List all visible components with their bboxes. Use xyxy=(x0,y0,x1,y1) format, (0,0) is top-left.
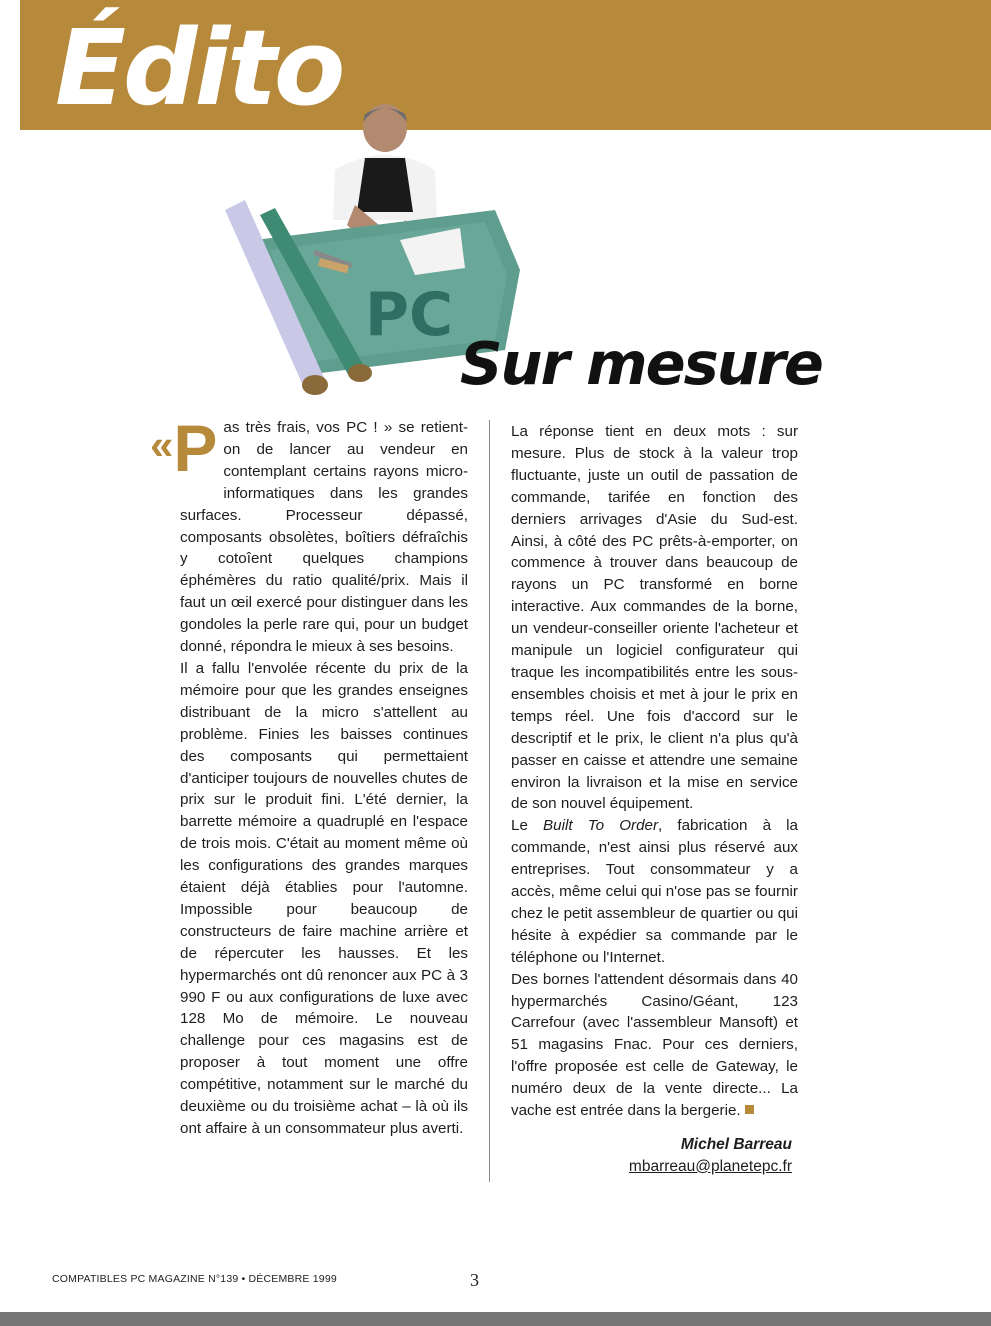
section-title: Édito xyxy=(55,7,343,129)
tailor-head xyxy=(363,104,407,152)
paragraph-text: , fabrication à la commande, n'est ainsi plus réservé aux entreprises. Tout consommateur y a accès, même celui qui n'ose pas se fournir chez le petit assembleur de quartier ou qui hésite à expédier sa commande par le téléphone ou l'Internet. xyxy=(511,817,799,966)
scan-bottom-edge xyxy=(0,1312,991,1326)
emphasized-term: Built To Order xyxy=(543,817,659,835)
dropcap-block xyxy=(150,411,218,485)
end-of-article-square-icon xyxy=(745,1105,754,1114)
article-headline: Sur mesure xyxy=(460,329,822,398)
article-paragraph: La réponse tient en deux mots : sur mesure. Plus de stock à la valeur trop fluctuante, juste un outil de passation de commande, tarifée en fonction des derniers arrivages d'Asie du Sud-est. Ainsi, à côté des PC prêts-à-emporter, on commence à trouver dans beaucoup de rayons un PC transformé en borne interactive. Aux commandes de la borne, un vendeur-conseiller oriente l'acheteur et manipule un logiciel configurateur qui traque les incompatibilités entre les sous-ensembles choisis et met à jour le prix en temps réel. Une fois d'accord sur le descriptif et le prix, le client n'a plus qu'à passer en caisse et attendre une semaine environ la livraison et la mise en service de son nouvel équipement. xyxy=(511,423,798,813)
article-paragraph xyxy=(511,969,798,1122)
article-paragraph xyxy=(150,411,468,658)
footer-magazine-info: COMPATIBLES PC MAGAZINE N°139 • DÉCEMBRE 1999 xyxy=(52,1273,337,1285)
paragraph-text: as très frais, vos PC ! » se retient-on de lancer au vendeur en contemplant certains rayons micro-informatiques dans les grandes surfaces. Processeur dépassé, composants obsolètes, boîtiers défraîchis y cotoîent quelques champions éphémères du ratio qualité/prix. Mais il faut un œil exercé pour distinguer dans les gondoles la perle rare qui, pour un budget donné, répondra le mieux à ses besoins. xyxy=(180,419,468,656)
paragraph-text: Des bornes l'attendent désormais dans 40 hypermarchés Casino/Géant, 123 Carrefour (avec l'assembleur Mansoft) et 51 magasins Fnac. Pour ces derniers, l'offre proposée est celle de Gateway, le numéro deux de la vente directe... La vache est entrée dans la bergerie. xyxy=(511,970,798,1120)
article-paragraph: Il a fallu l'envolée récente du prix de la mémoire pour que les grandes enseignes distribuant de la micro s'attellent au problème. Finies les baisses continues des composants qui permettaient d'anticiper toujours de nouvelles chutes de prix sur le produit fini. L'été dernier, la barrette mémoire a quadruplé en l'espace de trois mois. C'était au moment même où les configurations des grandes marques étaient déjà établies pour l'automne. Impossible pour beaucoup de constructeurs de faire machine arrière et de répercuter les hausses. Et les hypermarchés ont dû renoncer aux PC à 3 990 F ou aux configurations de luxe avec 128 Mo de mémoire. Le nouveau challenge pour ces magasins est de proposer à tout moment une offre compétitive, notamment sur le marché du deuxième ou du troisième achat – là où ils ont affaire à un consommateur plus averti. xyxy=(180,659,468,1137)
author-email-link[interactable]: mbarreau@planetepc.fr xyxy=(628,1157,792,1175)
page-number: 3 xyxy=(470,1270,479,1290)
column-divider xyxy=(489,420,490,1182)
fabric-pc-label: PC xyxy=(365,280,454,350)
dropcap-letter: P xyxy=(173,411,218,485)
article-paragraph xyxy=(511,815,798,968)
article-right-column xyxy=(511,421,798,1178)
article-left-column xyxy=(150,411,468,1140)
opening-quote: « xyxy=(150,421,174,468)
paragraph-text: Le xyxy=(511,817,544,835)
author-name: Michel Barreau xyxy=(680,1136,792,1153)
tailor-vest xyxy=(357,158,413,212)
